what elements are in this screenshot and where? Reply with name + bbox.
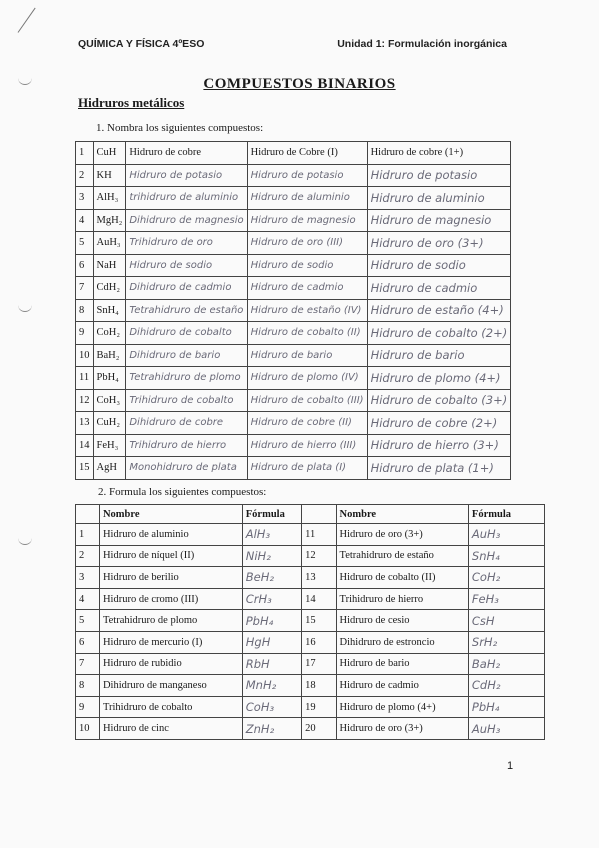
compound-name: Hidruro de bario bbox=[336, 653, 468, 675]
answer-systematic: Dihidruro de cadmio bbox=[126, 277, 247, 300]
header-formula: Fórmula bbox=[242, 505, 301, 524]
answer-ewens: Hidruro de estaño (4+) bbox=[367, 299, 511, 322]
answer-stock: Hidruro de hierro (III) bbox=[247, 434, 367, 457]
table-header-row bbox=[76, 505, 545, 524]
page-header bbox=[78, 38, 507, 50]
answer-formula: RbH bbox=[242, 653, 301, 675]
table-row bbox=[76, 588, 545, 610]
row-number: 6 bbox=[76, 254, 94, 277]
answer-stock: Hidruro de oro (III) bbox=[247, 232, 367, 255]
row-number: 11 bbox=[302, 524, 336, 546]
row-number: 16 bbox=[302, 631, 336, 653]
row-number: 19 bbox=[302, 696, 336, 718]
answer-formula: PbH₄ bbox=[468, 696, 544, 718]
compound-name: Hidruro de cesio bbox=[336, 610, 468, 632]
compound-name: Hidruro de berilio bbox=[99, 567, 242, 589]
row-number: 3 bbox=[76, 567, 100, 589]
answer-formula: CoH₂ bbox=[468, 567, 544, 589]
answer-formula: NiH₂ bbox=[242, 545, 301, 567]
answer-formula: FeH₃ bbox=[468, 588, 544, 610]
row-number: 18 bbox=[302, 675, 336, 697]
row-number: 11 bbox=[76, 367, 94, 390]
row-formula: KH bbox=[93, 164, 126, 187]
row-formula: CuH₂ bbox=[93, 412, 126, 435]
answer-ewens: Hidruro de sodio bbox=[367, 254, 511, 277]
row-formula: AuH₃ bbox=[93, 232, 126, 255]
row-number: 4 bbox=[76, 588, 100, 610]
row-formula: NaH bbox=[93, 254, 126, 277]
row-formula: AlH₃ bbox=[93, 187, 126, 210]
table-row bbox=[76, 209, 511, 232]
answer-formula: PbH₄ bbox=[242, 610, 301, 632]
table-row bbox=[76, 718, 545, 740]
row-number: 12 bbox=[302, 545, 336, 567]
answer-stock: Hidruro de bario bbox=[247, 344, 367, 367]
table-row bbox=[76, 277, 511, 300]
answer-systematic: Dihidruro de magnesio bbox=[126, 209, 247, 232]
row-number: 8 bbox=[76, 675, 100, 697]
table-row bbox=[76, 567, 545, 589]
table-row bbox=[76, 545, 545, 567]
compound-name: Hidruro de níquel (II) bbox=[99, 545, 242, 567]
row-formula: BaH₂ bbox=[93, 344, 126, 367]
compound-name: Hidruro de aluminio bbox=[99, 524, 242, 546]
row-formula: SnH₄ bbox=[93, 299, 126, 322]
answer-stock: Hidruro de cobalto (III) bbox=[247, 389, 367, 412]
compound-name: Hidruro de oro (3+) bbox=[336, 524, 468, 546]
answer-ewens: Hidruro de plata (1+) bbox=[367, 457, 511, 480]
compound-name: Hidruro de plomo (4+) bbox=[336, 696, 468, 718]
compound-name: Hidruro de cadmio bbox=[336, 675, 468, 697]
row-number: 12 bbox=[76, 389, 94, 412]
row-number: 5 bbox=[76, 232, 94, 255]
table-row bbox=[76, 696, 545, 718]
row-number: 1 bbox=[76, 524, 100, 546]
answer-formula: SrH₂ bbox=[468, 631, 544, 653]
row-number: 4 bbox=[76, 209, 94, 232]
scan-artifact-line bbox=[18, 8, 36, 33]
answer-stock: Hidruro de magnesio bbox=[247, 209, 367, 232]
table-row bbox=[76, 142, 511, 165]
header-formula: Fórmula bbox=[468, 505, 544, 524]
answer-systematic: Trihidruro de oro bbox=[126, 232, 247, 255]
answer-formula: ZnH₂ bbox=[242, 718, 301, 740]
row-number: 8 bbox=[76, 299, 94, 322]
table-row bbox=[76, 299, 511, 322]
compound-name: Hidruro de cinc bbox=[99, 718, 242, 740]
row-number: 9 bbox=[76, 322, 94, 345]
answer-formula: CoH₃ bbox=[242, 696, 301, 718]
row-number: 7 bbox=[76, 277, 94, 300]
compound-name: Hidruro de cromo (III) bbox=[99, 588, 242, 610]
row-formula: CoH₂ bbox=[93, 322, 126, 345]
compound-name: Trihidruro de cobalto bbox=[99, 696, 242, 718]
answer-systematic: Trihidruro de hierro bbox=[126, 434, 247, 457]
table-row bbox=[76, 412, 511, 435]
answer-formula: CdH₂ bbox=[468, 675, 544, 697]
name-column-header-3: Hidruro de cobre (1+) bbox=[367, 142, 511, 165]
table-row bbox=[76, 322, 511, 345]
compound-name: Tetrahidruro de plomo bbox=[99, 610, 242, 632]
compound-name: Dihidruro de manganeso bbox=[99, 675, 242, 697]
answer-formula: BaH₂ bbox=[468, 653, 544, 675]
table-row bbox=[76, 524, 545, 546]
answer-stock: Hidruro de aluminio bbox=[247, 187, 367, 210]
row-formula: FeH₃ bbox=[93, 434, 126, 457]
table-row bbox=[76, 367, 511, 390]
compound-name: Tetrahidruro de estaño bbox=[336, 545, 468, 567]
row-number: 1 bbox=[76, 142, 94, 165]
section-subtitle: Hidruros metálicos bbox=[78, 95, 185, 110]
row-formula: CdH₂ bbox=[93, 277, 126, 300]
table-row bbox=[76, 164, 511, 187]
row-number: 13 bbox=[76, 412, 94, 435]
answer-ewens: Hidruro de cobre (2+) bbox=[367, 412, 511, 435]
answer-systematic: Hidruro de potasio bbox=[126, 164, 247, 187]
answer-stock: Hidruro de cobre (II) bbox=[247, 412, 367, 435]
table-row bbox=[76, 675, 545, 697]
page-title: COMPUESTOS BINARIOS bbox=[203, 76, 396, 92]
header-blank bbox=[76, 505, 100, 524]
table-row bbox=[76, 457, 511, 480]
answer-systematic: Tetrahidruro de estaño bbox=[126, 299, 247, 322]
answer-systematic: Monohidruro de plata bbox=[126, 457, 247, 480]
row-number: 14 bbox=[76, 434, 94, 457]
table-row bbox=[76, 653, 545, 675]
answer-stock: Hidruro de estaño (IV) bbox=[247, 299, 367, 322]
row-number: 7 bbox=[76, 653, 100, 675]
binder-hole-mark bbox=[18, 305, 32, 312]
table-row bbox=[76, 254, 511, 277]
answer-ewens: Hidruro de bario bbox=[367, 344, 511, 367]
table-row bbox=[76, 610, 545, 632]
row-number: 10 bbox=[76, 344, 94, 367]
answer-systematic: Trihidruro de cobalto bbox=[126, 389, 247, 412]
table-row bbox=[76, 187, 511, 210]
name-column-header-1: Hidruro de cobre bbox=[126, 142, 247, 165]
header-unit: Unidad 1: Formulación inorgánica bbox=[337, 38, 507, 50]
naming-table bbox=[75, 141, 511, 480]
answer-formula: AlH₃ bbox=[242, 524, 301, 546]
name-column-header-2: Hidruro de Cobre (I) bbox=[247, 142, 367, 165]
answer-systematic: Hidruro de sodio bbox=[126, 254, 247, 277]
answer-ewens: Hidruro de oro (3+) bbox=[367, 232, 511, 255]
answer-formula: BeH₂ bbox=[242, 567, 301, 589]
answer-stock: Hidruro de plomo (IV) bbox=[247, 367, 367, 390]
table-row bbox=[76, 344, 511, 367]
instruction-1: 1. Nombra los siguientes compuestos: bbox=[96, 122, 264, 134]
row-formula: MgH₂ bbox=[93, 209, 126, 232]
answer-systematic: Dihidruro de cobre bbox=[126, 412, 247, 435]
answer-systematic: Dihidruro de bario bbox=[126, 344, 247, 367]
answer-stock: Hidruro de cobalto (II) bbox=[247, 322, 367, 345]
row-number: 10 bbox=[76, 718, 100, 740]
answer-formula: AuH₃ bbox=[468, 524, 544, 546]
answer-formula: CrH₃ bbox=[242, 588, 301, 610]
row-formula: AgH bbox=[93, 457, 126, 480]
binder-hole-mark bbox=[18, 538, 32, 545]
answer-systematic: trihidruro de aluminio bbox=[126, 187, 247, 210]
answer-ewens: Hidruro de potasio bbox=[367, 164, 511, 187]
row-number: 20 bbox=[302, 718, 336, 740]
row-formula: CuH bbox=[93, 142, 126, 165]
row-formula: CoH₃ bbox=[93, 389, 126, 412]
row-number: 14 bbox=[302, 588, 336, 610]
compound-name: Dihidruro de estroncio bbox=[336, 631, 468, 653]
compound-name: Hidruro de oro (3+) bbox=[336, 718, 468, 740]
answer-ewens: Hidruro de cadmio bbox=[367, 277, 511, 300]
answer-formula: AuH₃ bbox=[468, 718, 544, 740]
formula-table bbox=[75, 504, 545, 740]
row-number: 13 bbox=[302, 567, 336, 589]
table-row bbox=[76, 631, 545, 653]
answer-ewens: Hidruro de magnesio bbox=[367, 209, 511, 232]
header-blank bbox=[302, 505, 336, 524]
row-number: 2 bbox=[76, 545, 100, 567]
header-nombre: Nombre bbox=[99, 505, 242, 524]
answer-systematic: Dihidruro de cobalto bbox=[126, 322, 247, 345]
answer-formula: SnH₄ bbox=[468, 545, 544, 567]
row-number: 9 bbox=[76, 696, 100, 718]
row-number: 17 bbox=[302, 653, 336, 675]
header-nombre: Nombre bbox=[336, 505, 468, 524]
answer-formula: MnH₂ bbox=[242, 675, 301, 697]
answer-stock: Hidruro de potasio bbox=[247, 164, 367, 187]
answer-ewens: Hidruro de hierro (3+) bbox=[367, 434, 511, 457]
row-formula: PbH₄ bbox=[93, 367, 126, 390]
compound-name: Hidruro de cobalto (II) bbox=[336, 567, 468, 589]
table-row bbox=[76, 232, 511, 255]
table-row bbox=[76, 389, 511, 412]
row-number: 15 bbox=[302, 610, 336, 632]
header-subject: QUÍMICA Y FÍSICA 4ºESO bbox=[78, 38, 205, 50]
page-number: 1 bbox=[507, 760, 514, 772]
answer-formula: CsH bbox=[468, 610, 544, 632]
table-row bbox=[76, 434, 511, 457]
answer-stock: Hidruro de plata (I) bbox=[247, 457, 367, 480]
compound-name: Trihidruro de hierro bbox=[336, 588, 468, 610]
answer-ewens: Hidruro de plomo (4+) bbox=[367, 367, 511, 390]
answer-ewens: Hidruro de aluminio bbox=[367, 187, 511, 210]
row-number: 5 bbox=[76, 610, 100, 632]
answer-ewens: Hidruro de cobalto (3+) bbox=[367, 389, 511, 412]
answer-stock: Hidruro de cadmio bbox=[247, 277, 367, 300]
row-number: 6 bbox=[76, 631, 100, 653]
instruction-2: 2. Formula los siguientes compuestos: bbox=[98, 486, 267, 498]
compound-name: Hidruro de rubidio bbox=[99, 653, 242, 675]
answer-ewens: Hidruro de cobalto (2+) bbox=[367, 322, 511, 345]
answer-stock: Hidruro de sodio bbox=[247, 254, 367, 277]
answer-formula: HgH bbox=[242, 631, 301, 653]
row-number: 15 bbox=[76, 457, 94, 480]
row-number: 2 bbox=[76, 164, 94, 187]
row-number: 3 bbox=[76, 187, 94, 210]
answer-systematic: Tetrahidruro de plomo bbox=[126, 367, 247, 390]
compound-name: Hidruro de mercurio (I) bbox=[99, 631, 242, 653]
